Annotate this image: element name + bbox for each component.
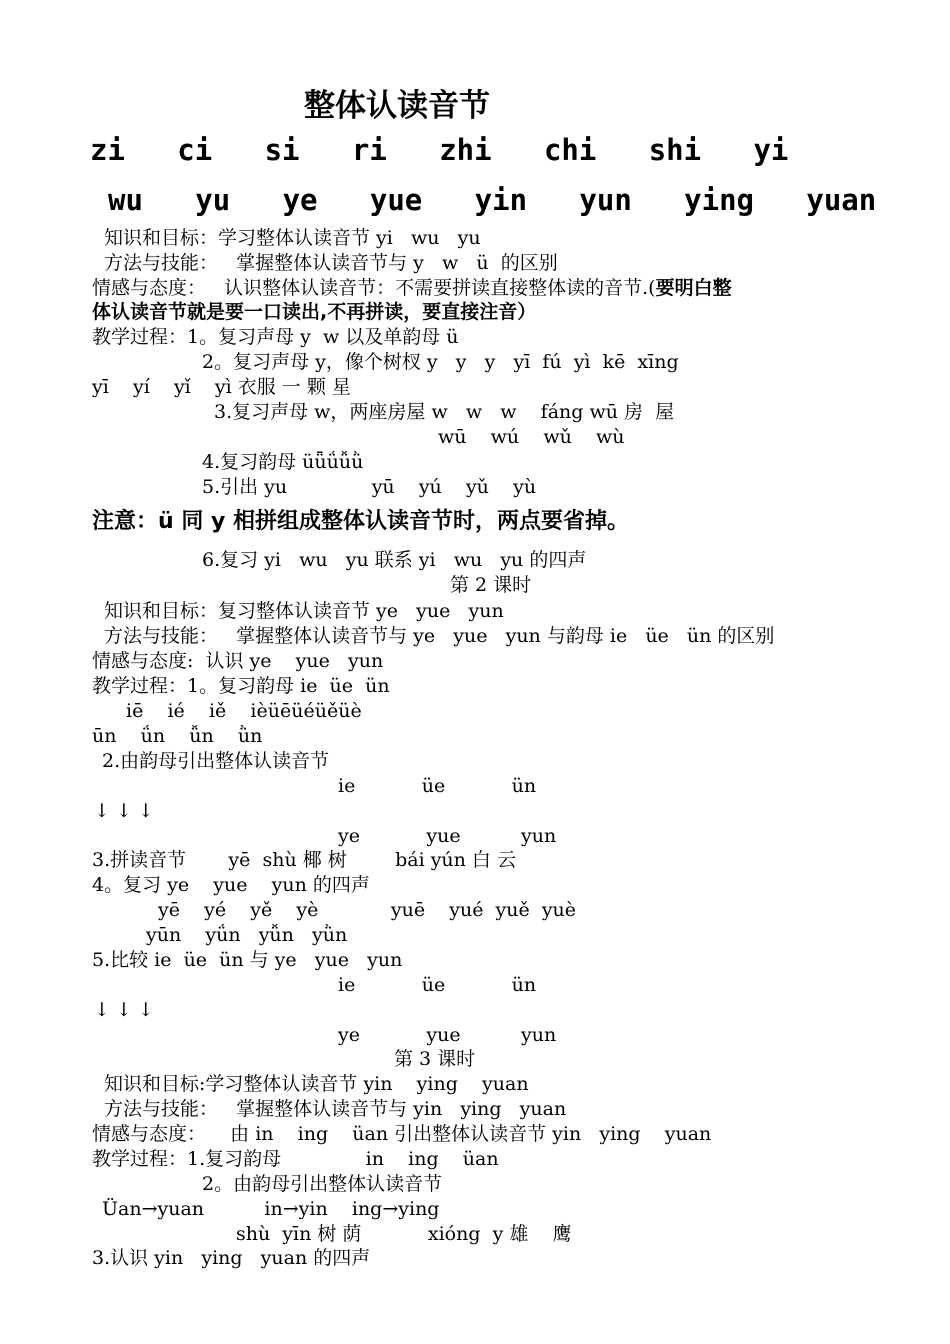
lesson3-step2: 2。由韵母引出整体认读音节 (202, 1173, 443, 1195)
lesson3-heading: 第 3 课时 (394, 1048, 476, 1070)
lesson3-attitude: 情感与态度： 由 in ing üan 引出整体认读音节 yin ying yuan (92, 1123, 712, 1145)
lesson2-ye-yue-tones: yē yé yě yè yuē yué yuě yuè (158, 899, 577, 921)
lesson2-compare-finals: ie üe ün (338, 974, 537, 996)
lesson1-step6: 6.复习 yi wu yu 联系 yi wu yu 的四声 (202, 549, 587, 571)
lesson3-step3: 3.认识 yin ying yuan 的四声 (92, 1247, 371, 1269)
lesson2-attitude: 情感与态度: 认识 ye yue yun (92, 650, 384, 672)
syllables-row-2: wu yu ye yue yin yun ying yuan (108, 183, 877, 217)
lesson1-process: 教学过程：1。复习声母 y w 以及单韵母 ü (92, 326, 459, 348)
lesson2-step5: 5.比较 ie üe ün 与 ye yue yun (92, 949, 403, 971)
lesson2-step2: 2.由韵母引出整体认读音节 (102, 750, 330, 772)
lesson2-arrows-2: ↓ ↓ ↓ (94, 999, 154, 1021)
lesson1-step3: 3.复习声母 w，两座房屋 w w w fáng wū 房 屋 (214, 401, 675, 423)
lesson2-arrows: ↓ ↓ ↓ (94, 800, 154, 822)
lesson1-step5: 5.引出 yu yū yú yǔ yù (202, 476, 537, 498)
lesson2-yun-tones: yūn yǘn yǚn yǜn (146, 924, 348, 946)
lesson2-step3: 3.拼读音节 yē shù 椰 树 bái yún 白 云 (92, 849, 516, 871)
lesson1-step4: 4.复习韵母 üǖǘǚǜ (202, 451, 364, 473)
lesson2-goal: 知识和目标：复习整体认读音节 ye yue yun (104, 600, 504, 622)
lesson2-step4: 4。复习 ye yue yun 的四声 (92, 874, 370, 896)
lesson3-words: shù yīn 树 荫 xióng y 雄 鹰 (236, 1223, 572, 1245)
lesson2-process: 教学过程：1。复习韵母 ie üe ün (92, 675, 390, 697)
lesson1-step3-tones: wū wú wǔ wù (438, 426, 625, 448)
page-title: 整体认读音节 (304, 88, 490, 124)
lesson1-attitude-cont: 体认读音节就是要一口读出,不再拼读，要直接注音） (92, 301, 537, 323)
lesson1-method: 方法与技能： 掌握整体认读音节与 y w ü 的区别 (104, 252, 558, 274)
lesson2-ie-tones: iē ié iě ièüēüéüěüè (126, 700, 362, 722)
lesson2-finals-row: ie üe ün (338, 775, 537, 797)
lesson3-method: 方法与技能： 掌握整体认读音节与 yin ying yuan (104, 1098, 567, 1120)
lesson1-attitude-text: 情感与态度： 认识整体认读音节：不需要拼读直接整体读的音节.( (92, 277, 656, 299)
lesson2-heading: 第 2 课时 (450, 574, 532, 596)
lesson2-compare-syllables: ye yue yun (338, 1024, 557, 1046)
lesson3-derivation: Üan→yuan in→yin ing→ying (102, 1198, 440, 1220)
lesson1-attitude (92, 276, 732, 300)
lesson3-goal: 知识和目标:学习整体认读音节 yin ying yuan (104, 1073, 529, 1095)
lesson2-syllables-row: ye yue yun (338, 825, 557, 847)
lesson2-un-tones: ūn ǘn ǚn ǜn (92, 725, 263, 747)
lesson1-goal: 知识和目标：学习整体认读音节 yi wu yu (104, 227, 481, 249)
lesson1-note: 注意：ü 同 y 相拼组成整体认读音节时，两点要省掉。 (92, 509, 629, 534)
lesson1-step2: 2。复习声母 y，像个树杈 y y y yī fú yì kē xīng (202, 351, 679, 373)
lesson2-method: 方法与技能： 掌握整体认读音节与 ye yue yun 与韵母 ie üe ün 的区别 (104, 625, 775, 647)
lesson1-attitude-emphasis: 要明白整 (655, 277, 732, 299)
syllables-row-1: zi ci si ri zhi chi shi yi (90, 133, 789, 167)
lesson1-step2-tones: yī yí yǐ yì 衣服 一 颗 星 (92, 376, 351, 398)
lesson3-process: 教学过程：1.复习韵母 in ing üan (92, 1148, 499, 1170)
